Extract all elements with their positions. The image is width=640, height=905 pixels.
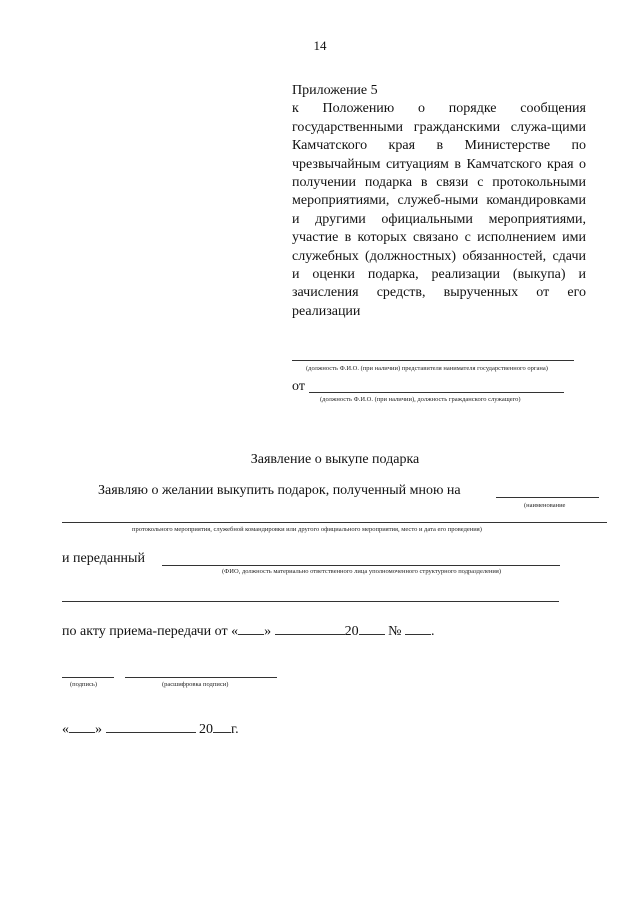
extra-line xyxy=(62,601,559,602)
gift-name-caption: (наименование xyxy=(524,502,566,509)
fio-caption: (ФИО, должность материально ответственного лица уполномоченного структурного подразделения) xyxy=(222,568,502,575)
signature-decoding-line xyxy=(125,677,277,678)
event-caption: протокольного мероприятия, служебной командировки или другого официального мероприятия, место и дата его проведения) xyxy=(132,526,482,533)
addressee-position-caption: (должность Ф.И.О. (при наличии) представителя нанимателя государственного органа) xyxy=(306,365,548,372)
signature-caption: (подпись) xyxy=(70,681,97,688)
date-line xyxy=(62,721,239,738)
act-quote-close: » xyxy=(264,624,272,639)
fio-line xyxy=(162,565,560,566)
date-year-blank xyxy=(213,721,231,733)
date-month-blank xyxy=(106,721,196,733)
signature-decoding-caption: (расшифровка подписи) xyxy=(162,681,229,688)
transferred-label: и переданный xyxy=(62,551,145,566)
date-year: 20 xyxy=(199,722,213,737)
act-month-blank xyxy=(275,623,345,635)
from-label: от xyxy=(292,379,305,394)
date-suffix: г. xyxy=(231,722,239,737)
act-number-sign: № xyxy=(388,624,402,639)
date-day-blank xyxy=(69,721,95,733)
act-year-blank xyxy=(359,623,385,635)
statement-text: Заявляю о желании выкупить подарок, полученный мною на xyxy=(98,483,461,498)
form-title: Заявление о выкупе подарка xyxy=(250,452,420,467)
event-line xyxy=(62,522,607,523)
appendix-body: к Положению о порядке сообщения государственными гражданскими служа-щими Камчатского края в Министерстве по чрезвычайным ситуациям в Камчатского края о получении подарка в связи с протокольными мероприятиями, служеб-ными командировками и другими официальными мероприятиями, участие в которых связано с исполнением ими служебных (должностных) обязанностей, сдачи и оценки подарка, реализации (выкупа) и зачисления средств, вырученных от его реализации xyxy=(292,101,586,319)
signature-line xyxy=(62,677,114,678)
gift-name-line xyxy=(496,497,599,498)
appendix-title: Приложение 5 xyxy=(292,83,378,98)
act-line xyxy=(62,623,434,640)
date-open: « xyxy=(62,722,69,737)
page-number: 14 xyxy=(313,38,327,53)
date-close: » xyxy=(95,722,102,737)
addressee-from-line xyxy=(309,392,564,393)
addressee-position-line xyxy=(292,360,574,361)
act-day-blank xyxy=(238,623,264,635)
act-label: по акту приема-передачи от « xyxy=(62,624,239,639)
addressee-from-caption: (должность Ф.И.О. (при наличии), должность гражданского служащего) xyxy=(320,396,521,403)
act-number-blank xyxy=(405,623,431,635)
appendix-block xyxy=(292,82,586,321)
act-end: . xyxy=(430,624,435,639)
act-year: 20 xyxy=(344,624,359,639)
